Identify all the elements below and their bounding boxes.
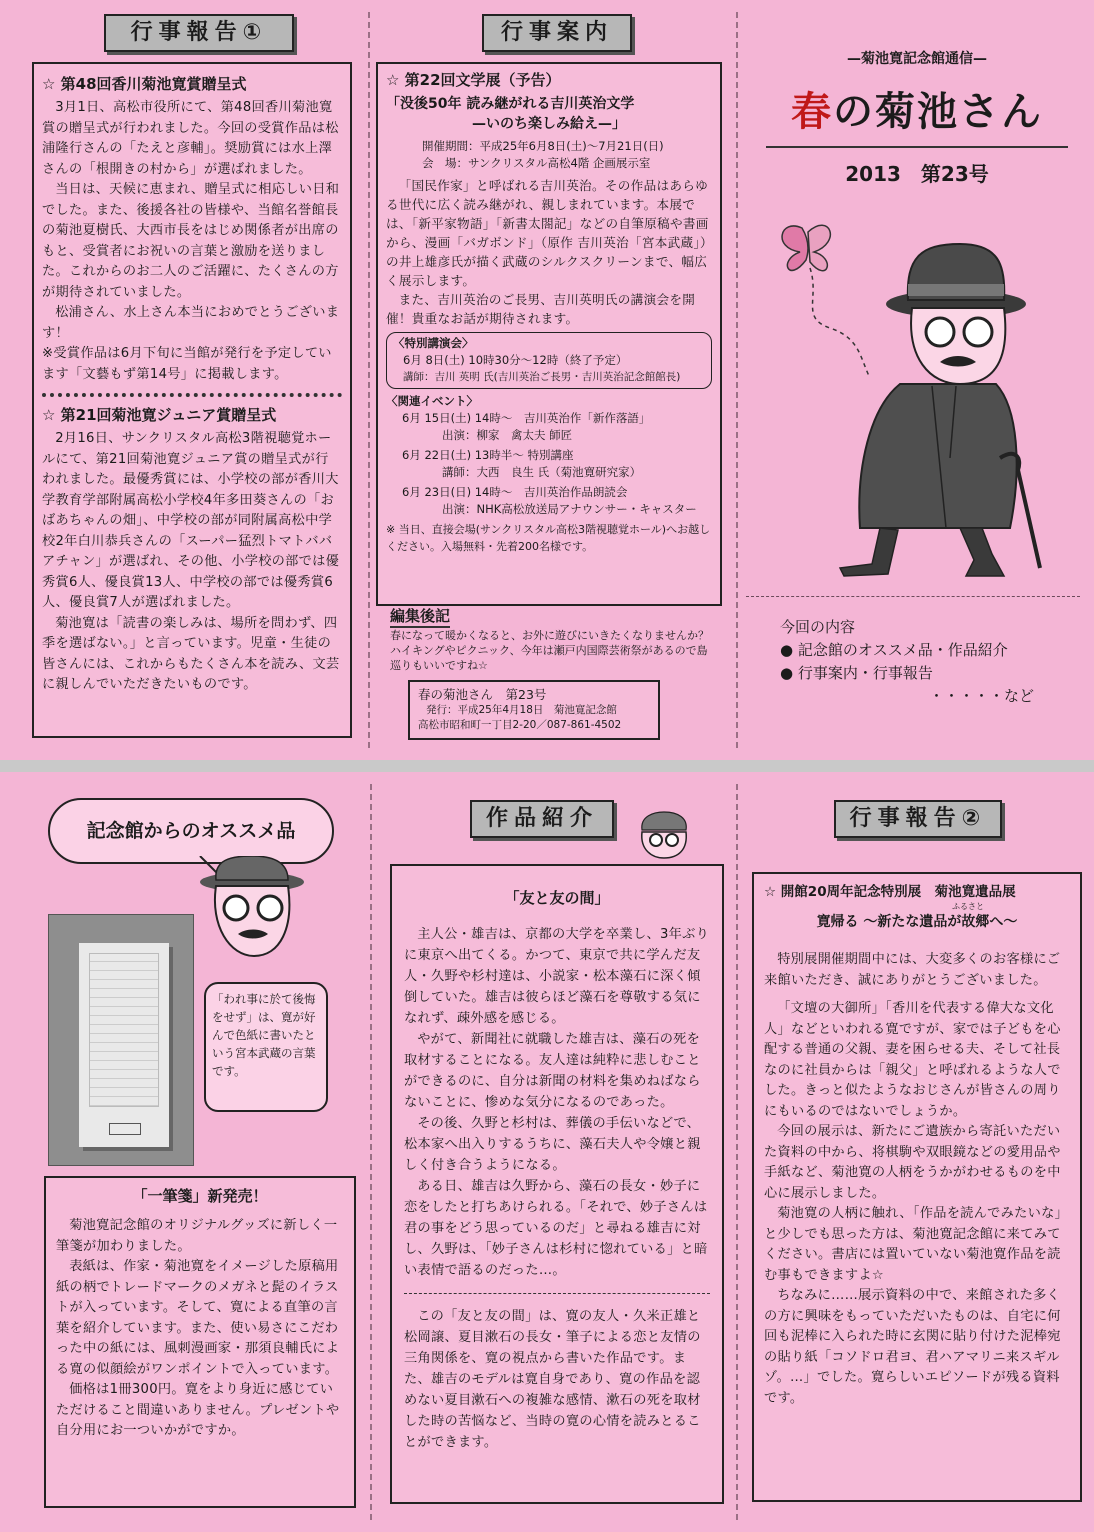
newsletter-back-sheet <box>0 772 1094 1532</box>
event-detail: 出演：NHK高松放送局アナウンサー・キャスター <box>442 502 697 516</box>
commentary: この「友と友の間」は、寛の友人・久米正雄と松岡譲、夏目漱石の長女・筆子による恋と友情の三角関係を、寛の視点から書いた作品です。また、雄吉のモデルは寛自身であり、寛の作品を認めない夏目漱石への複雑な感情、漱石の死を取材した時の苦悩など、当時の寛の心情を読みとることができます。 <box>404 1309 701 1450</box>
paragraph: 価格は1冊300円。寛をより身近に感じていただけること間違いありません。プレゼントや自分用にお一ついかがですか。 <box>56 1382 340 1438</box>
colophon-name: 春の菊池さん 第23号 <box>418 687 547 702</box>
editor-note <box>390 606 710 673</box>
contents-list <box>780 616 1070 708</box>
manuscript-grid <box>89 953 159 1107</box>
paragraph: 当日は、天候に恵まれ、贈呈式に相応しい日和でした。また、後援各社の皆様や、当館名誉館長の菊池夏樹氏、大西市長をはじめ関係者が出席のもと、受賞者にお祝いの言葉と激励を送りました。これからのお二人のご活躍に、たくさんの方が期待されていました。 <box>42 182 340 300</box>
event-detail: 講師：大西 良生 氏（菊池寛研究家） <box>442 465 642 479</box>
issue-number: 2013 第23号 <box>845 162 989 186</box>
contents-item: ● 行事案内・行事報告 <box>780 664 933 682</box>
newsletter-front-sheet <box>0 0 1094 760</box>
exhibit-subtitle: 「没後50年 読み継がれる吉川英治文学 <box>386 96 635 112</box>
paragraph: ※受賞作品は6月下旬に当館が発行を予定しています「文藝もず第14号」に掲載します。 <box>42 346 332 382</box>
paragraph: その後、久野と杉村は、葬儀の手伝いなどで、松本家へ出入りするうちに、藻石夫人や令嬢と親しく付き合うようになる。 <box>404 1116 701 1173</box>
paragraph: また、吉川英治のご長男、吉川英明氏の講演会を開催！貴重なお話が期待されます。 <box>386 292 696 326</box>
masthead-title <box>740 80 1094 137</box>
recommendation-bubble: 記念館からのオススメ品 <box>48 798 334 864</box>
paragraph: ちなみに……展示資料の中で、来館された多くの方に興味をもっていただいたものは、自宅に何回も泥棒に入られた時に玄関に貼り付けた泥棒宛の貼り紙「コソドロ君ヨ、君ハアマリニ来スギルゾ。…」でした。寛らしいエピソードが残る資料です。 <box>764 1288 1061 1406</box>
paragraph: 菊池寛は「読書の楽しみは、場所を問わず、四季を選ばない。」と言っています。児童・生徒の皆さんには、これからもたくさん本を読み、文芸に親しんでいただきたいものです。 <box>42 615 340 692</box>
fold-line <box>368 12 370 748</box>
event-date: 6月 23日(日) 14時〜 吉川英治作品朗読会 <box>402 485 628 499</box>
contents-more: ・・・・・など <box>928 687 1034 705</box>
section-divider <box>404 1293 710 1294</box>
exhibit-report-title: ☆ 開館20周年記念特別展 菊池寛遺品展 <box>764 884 1016 900</box>
masthead-rule <box>766 146 1068 148</box>
paragraph: 今回の展示は、新たにご遺族から寄託いただいた資料の中から、将棋駒や双眼鏡などの愛用品や手紙など、菊池寛の人柄をうかがわせるものを中心に展示しました。 <box>764 1124 1061 1201</box>
masthead-title-spring: 春 <box>791 88 833 135</box>
events-label: 〈関連イベント〉 <box>386 394 478 408</box>
paragraph: 松浦さん、水上さん本当におめでとうございます！ <box>42 305 340 341</box>
fold-line <box>736 784 738 1520</box>
masthead-title-rest: の菊池さん <box>833 88 1043 135</box>
event-report-2-box <box>752 872 1082 1502</box>
exhibit-period: 開催期間：平成25年6月8日(土)〜7月21日(日) <box>422 139 664 153</box>
quote-caption-bubble <box>204 982 328 1112</box>
contents-label: 今回の内容 <box>780 618 856 636</box>
exhibit-title: ☆ 第22回文学展（予告） <box>386 71 561 89</box>
paragraph: 特別展開催期間中には、大変多くのお客様にご来館いただき、誠にありがとうございました。 <box>764 952 1061 988</box>
fold-line <box>736 12 738 748</box>
event-detail: 出演：柳家 禽太夫 師匠 <box>442 428 573 442</box>
paragraph: やがて、新聞社に就職した雄吉は、藻石の死を取材することになる。友人達は純粋に悲しむことができるのに、自分は新聞の材料を集めねばならないことに、惨めな気分になるのであった。 <box>404 1032 701 1110</box>
exhibit-venue: 会 場：サンクリスタル高松4階 企画展示室 <box>422 156 651 170</box>
small-kan-icon <box>634 810 694 860</box>
event-report-1-box <box>32 62 352 738</box>
paragraph: 「文壇の大御所」「香川を代表する偉大な文化人」などといわれる寛ですが、家では子どもを心配する普通の父親、妻を困らせる夫、そして社長なのに社員からは「親父」と呼ばれるような人でした。きっと似たようなおじさんが皆さんの周りにもいるのではないでしょうか。 <box>764 1001 1061 1119</box>
product-title: 「一筆箋」新発売！ <box>132 1187 268 1205</box>
event-date: 6月 15日(土) 14時〜 吉川英治作「新作落語」 <box>402 411 651 425</box>
masthead-subtitle: —菊池寛記念館通信— <box>847 51 987 67</box>
memo-pad-cover <box>79 943 169 1147</box>
memo-pad-label <box>109 1123 141 1135</box>
colophon-issued: 発行：平成25年4月18日 菊池寛記念館 <box>426 704 617 716</box>
paragraph: 「国民作家」と呼ばれる吉川英治。その作品はあらゆる世代に広く読み継がれ、親しまれています。本展では、「新平家物語」「新書太閤記」などの自筆原稿や書画から、漫画「バガボンド」（原作 吉川英治「宮本武蔵」）の井上雄彦氏が描く武蔵のシルクスクリーンまで、幅広く展示します。 <box>386 178 709 288</box>
memo-pad-image <box>48 914 194 1166</box>
event-date: 6月 22日(土) 13時半〜 特別講座 <box>402 448 574 462</box>
lecture-speaker: 講師：吉川 英明 氏(吉川英治ご長男・吉川英治記念館館長) <box>403 371 681 383</box>
article-title: ☆ 第21回菊池寛ジュニア賞贈呈式 <box>42 406 277 424</box>
paragraph: 表紙は、作家・菊池寛をイメージした原稿用紙の柄でトレードマークのメガネと髭のイラストが入っています。そして、寛による直筆の言葉を紹介しています。また、使い易さにこだわった中の紙には、風刺漫画家・那須良輔氏による寛の似顔絵がワンポイントで入っています。 <box>56 1259 340 1377</box>
work-intro-heading: 作品紹介 <box>470 800 614 838</box>
dotted-divider <box>42 393 342 397</box>
event-guide-box <box>376 62 722 606</box>
event-report-2-heading: 行事報告② <box>834 800 1002 838</box>
event-guide-heading: 行事案内 <box>482 14 632 52</box>
subtitle-ruby: ふるさと <box>952 902 984 911</box>
contents-item: ● 記念館のオススメ品・作品紹介 <box>780 641 1008 659</box>
butterfly-icon <box>782 225 830 270</box>
special-lecture-box <box>386 332 712 389</box>
event-report-1-heading: 行事報告① <box>104 14 294 52</box>
exhibit-subtitle: —いのち楽しみ給え—」 <box>472 116 626 132</box>
paragraph: 菊池寛記念館のオリジナルグッズに新しく一筆箋が加わりました。 <box>56 1218 338 1254</box>
kan-illustration <box>760 208 1060 580</box>
lecture-label: 〈特別講演会〉 <box>393 336 474 350</box>
quote-caption: 「われ事に於て後悔をせず」は、寛が好んで色紙に書いたという宮本武蔵の言葉です。 <box>212 992 316 1078</box>
colophon-address: 高松市昭和町一丁目2-20／087-861-4502 <box>418 719 622 731</box>
editor-note-text: 春になって暖かくなると、お外に遊びにいきたくなりませんか？ハイキングやピクニック、今年は瀬戸内国際芸術祭があるので島巡りもいいですね☆ <box>390 629 709 672</box>
masthead <box>740 0 1094 760</box>
events-note: ※ 当日、直接会場(サンクリスタル高松3階視聴覚ホール)へお越しください。入場無料・先着200名様です。 <box>386 523 711 553</box>
paragraph: 3月1日、高松市役所にて、第48回香川菊池寛賞の贈呈式が行われました。今回の受賞作品は松浦隆行さんの「たえと彦輔」。奨励賞には水上澤さんの「根開きの村から」が選ばれました。 <box>42 100 339 177</box>
product-box <box>44 1176 356 1508</box>
lecture-date: 6月 8日(土) 10時30分〜12時（終了予定） <box>403 353 628 367</box>
paragraph: 主人公・雄吉は、京都の大学を卒業し、3年ぶりに東京へ出てくる。かつて、東京で共に学んだ友人・久野や杉村達は、小説家・松本藻石に深く傾倒していた。雄吉は彼らほど藻石を尊敬する気になれず、疎外感を感じる。 <box>404 927 710 1026</box>
paragraph: 2月16日、サンクリスタル高松3階視聴覚ホールにて、第21回菊池寛ジュニア賞の贈呈式が行われました。最優秀賞には、小学校の部が香川大学教育学部附属高松小学校4年多田葵さんの「おばあちゃんの畑」、中学校の部が同附属高松中学校2年白川恭兵さんの「スーパー猛烈トマトババアチャン」が選ばれ、その他、小学校の部では優秀賞6人、優良賞13人、中学校の部では優秀賞6人、優良賞7人が選ばれました。 <box>42 431 340 610</box>
work-title: 「友と友の間」 <box>504 889 610 907</box>
article-title: ☆ 第48回香川菊池寛賞贈呈式 <box>42 75 247 93</box>
paragraph: ある日、雄吉は久野から、藻石の長女・妙子に恋をしたと打ちあけられる。「それで、妙子さんは君の事をどう思っているのだ」と尋ねる雄吉に対し、久野は、「妙子さんは杉村に惚れている」と暗い表情で語るのだった…。 <box>404 1179 708 1278</box>
section-rule <box>746 596 1080 597</box>
exhibit-report-subtitle: 寛帰る ～新たな遺品が故郷へ～ <box>816 914 1018 930</box>
work-intro-box <box>390 864 724 1504</box>
fold-line <box>370 784 372 1520</box>
kan-face-icon <box>190 856 310 966</box>
paragraph: 菊池寛の人柄に触れ、「作品を読んでみたいな」と少しでも思った方は、菊池寛記念館に来てみてください。書店には置いていない菊池寛作品を読む事もできますよ☆ <box>764 1206 1069 1283</box>
colophon-box <box>408 680 660 740</box>
editor-note-title: 編集後記 <box>390 606 450 628</box>
